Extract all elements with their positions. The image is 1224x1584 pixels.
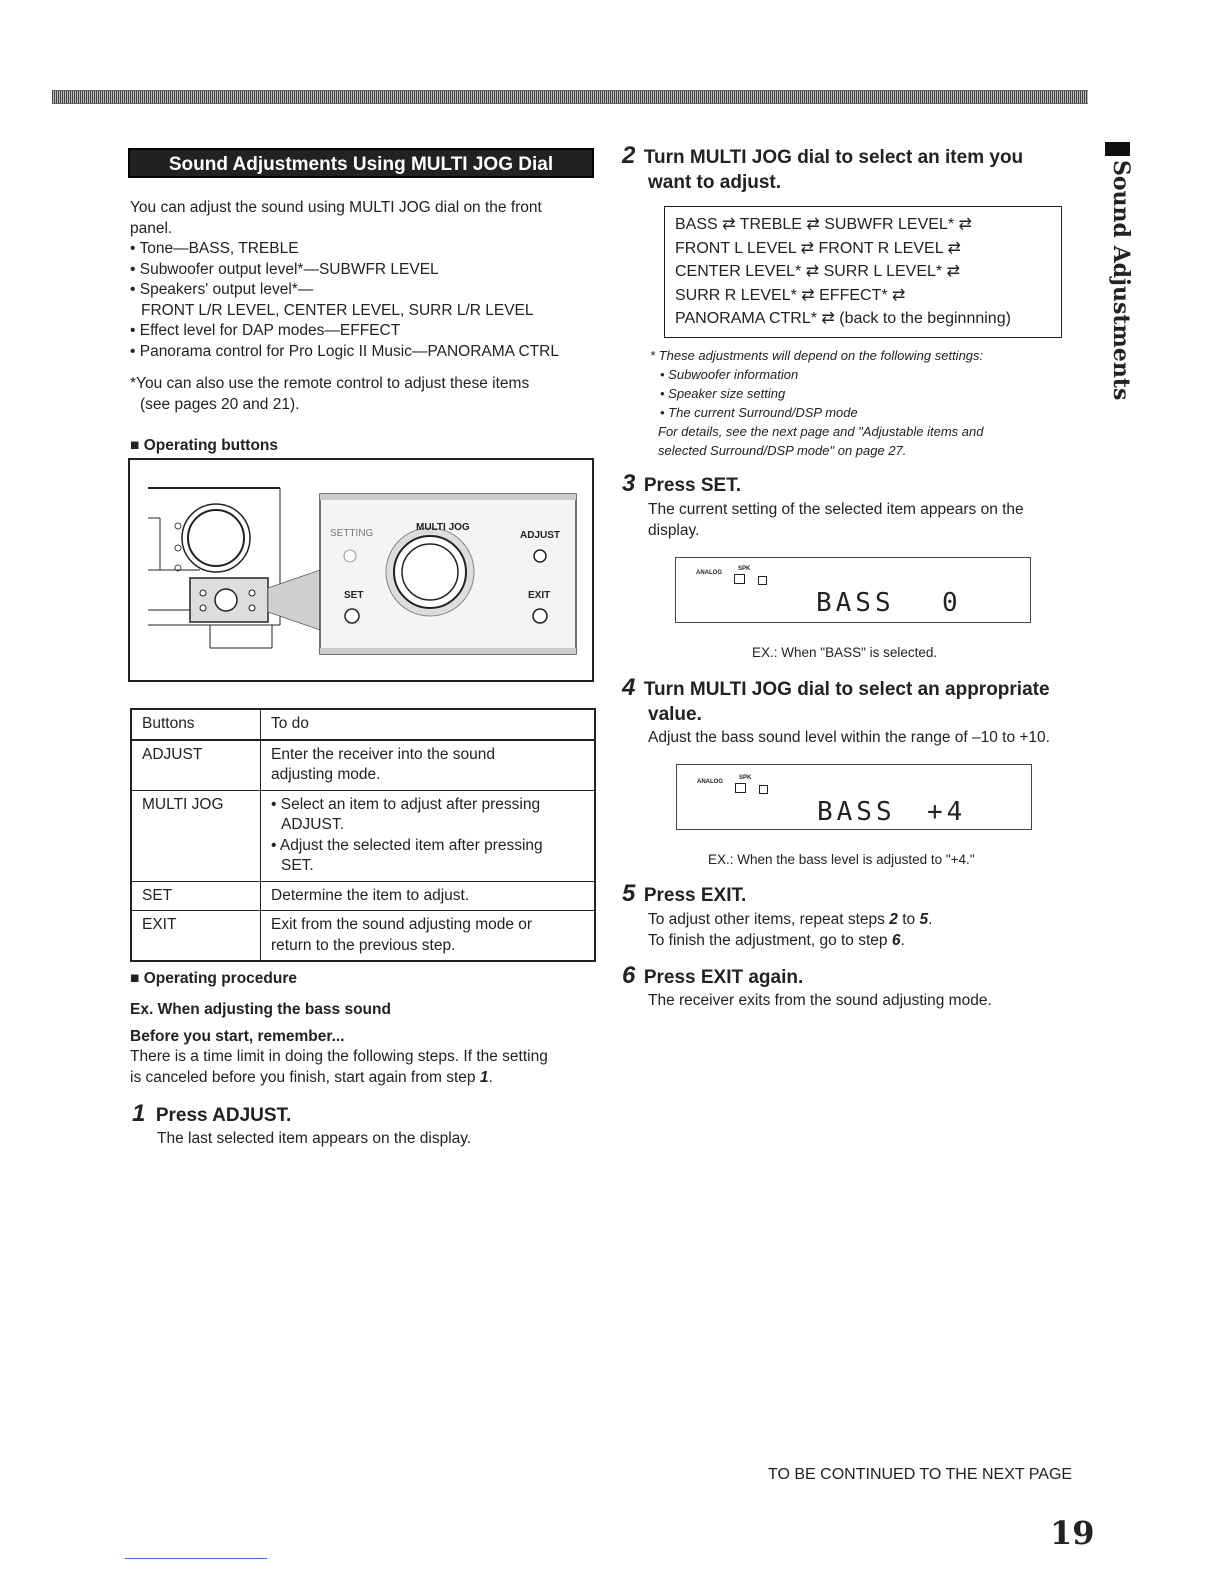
step-5-body	[648, 910, 1078, 951]
step-2	[622, 142, 1082, 170]
side-tab-marker	[1105, 142, 1130, 156]
intro-bullet: • Panorama control for Pro Logic II Music—PANORAMA CTRL	[130, 342, 559, 360]
set-label: SET	[344, 590, 364, 601]
table-cell-todo	[261, 911, 596, 962]
step-number: 4	[622, 674, 636, 701]
step-body-text: To finish the adjustment, go to step	[648, 931, 888, 949]
analog-indicator: ANALOG	[696, 570, 722, 576]
table-cell-button: MULTI JOG	[131, 790, 261, 881]
adjust-label: ADJUST	[520, 530, 561, 541]
table-row	[131, 881, 595, 911]
front-panel-diagram	[128, 458, 594, 682]
todo-line: Determine the item to adjust.	[271, 886, 470, 904]
section-title: Sound Adjustments Using MULTI JOG Dial	[128, 148, 594, 178]
remote-note-line: (see pages 20 and 21).	[140, 395, 300, 413]
display-caption: EX.: When "BASS" is selected.	[752, 645, 938, 660]
table-row	[131, 740, 595, 791]
step-title: Press ADJUST.	[155, 1105, 292, 1126]
warning-line	[130, 1068, 600, 1089]
warning-end: .	[488, 1068, 493, 1086]
top-decorative-bar	[52, 90, 1088, 104]
intro	[130, 198, 600, 362]
continued-note: TO BE CONTINUED TO THE NEXT PAGE	[768, 1466, 1073, 1483]
todo-line: ADJUST.	[281, 816, 344, 833]
note-line: • The current Surround/DSP mode	[660, 405, 858, 420]
settings-cycle-line: FRONT L LEVEL ⇄ FRONT R LEVEL ⇄	[675, 239, 961, 257]
procedure-heading	[130, 970, 297, 988]
spk-indicator: SPK	[739, 775, 752, 781]
step-number: 5	[622, 880, 636, 907]
note-line: For details, see the next page and "Adjustable items and	[658, 424, 984, 439]
setting-label: SETTING	[330, 528, 374, 539]
step-1	[132, 1100, 291, 1128]
step-4-title-cont: value.	[648, 704, 702, 725]
procedure-example: Ex. When adjusting the bass sound	[130, 1001, 391, 1018]
step-title: Turn MULTI JOG dial to select an item you	[643, 147, 1024, 168]
display-bass-plus4	[676, 764, 1032, 830]
table-row	[131, 790, 595, 881]
warning-line: There is a time limit in doing the following steps. If the setting	[130, 1048, 548, 1065]
settings-cycle-line: CENTER LEVEL* ⇄ SURR L LEVEL* ⇄	[675, 263, 960, 280]
operating-buttons-heading-text: Operating buttons	[143, 437, 279, 454]
table-cell-button: ADJUST	[131, 740, 261, 791]
step-number: 6	[622, 962, 636, 989]
display-text: BASS	[816, 588, 895, 618]
step-6	[622, 962, 803, 990]
step-4	[622, 674, 1092, 702]
step-number: 1	[132, 1100, 146, 1127]
remote-note	[130, 374, 600, 415]
note-line: * These adjustments will depend on the following settings:	[650, 348, 984, 363]
step-ref: 2	[889, 911, 898, 928]
spk-indicator: SPK	[738, 566, 751, 572]
side-tab-label: Sound Adjustments	[1108, 160, 1134, 401]
exit-label: EXIT	[528, 590, 551, 601]
settings-cycle-line: PANORAMA CTRL* ⇄ (back to the beginnning)	[675, 310, 1011, 327]
todo-line: • Select an item to adjust after pressing	[271, 795, 541, 813]
intro-bullet: • Tone—BASS, TREBLE	[130, 240, 299, 257]
operating-buttons-heading	[130, 437, 278, 455]
table-header-cell: Buttons	[131, 709, 261, 740]
procedure-heading-text: Operating procedure	[143, 970, 297, 987]
side-tab	[1106, 160, 1136, 401]
table-cell-button: SET	[131, 881, 261, 911]
display-value: +4	[927, 797, 967, 827]
settings-cycle-box	[664, 206, 1062, 338]
todo-line: SET.	[281, 857, 314, 874]
intro-bullet: • Subwoofer output level*—SUBWFR LEVEL	[130, 260, 439, 278]
intro-line: You can adjust the sound using MULTI JOG dial on the front	[130, 199, 542, 216]
step-body-text: .	[928, 911, 933, 928]
step-3	[622, 470, 741, 498]
step-ref: 5	[919, 911, 929, 928]
note-line: • Subwoofer information	[660, 367, 799, 382]
step-number: 3	[622, 470, 636, 497]
step-5	[622, 880, 746, 908]
speaker-icon	[759, 785, 768, 794]
remote-note-line: *You can also use the remote control to adjust these items	[130, 375, 530, 392]
todo-line: Exit from the sound adjusting mode or	[271, 916, 533, 933]
intro-line: panel.	[130, 219, 173, 237]
page-number: 19	[1050, 1514, 1095, 1552]
settings-cycle-line: BASS ⇄ TREBLE ⇄ SUBWFR LEVEL* ⇄	[675, 216, 972, 233]
step-body-line	[648, 931, 1078, 952]
warning-text: is canceled before you finish, start again from step	[130, 1068, 476, 1086]
step-ref: 1	[479, 1068, 489, 1086]
step-3-body	[648, 500, 1078, 541]
note-line: selected Surround/DSP mode" on page 27.	[658, 443, 907, 458]
todo-line: • Adjust the selected item after pressing	[271, 836, 543, 854]
table-header-row	[131, 709, 595, 740]
step-title: Press EXIT.	[643, 885, 747, 906]
intro-bullet: • Effect level for DAP modes—EFFECT	[130, 322, 401, 339]
table-cell-todo	[261, 881, 596, 911]
table-cell-button: EXIT	[131, 911, 261, 962]
table-cell-todo	[261, 790, 596, 881]
buttons-table	[130, 708, 596, 962]
multi-jog-label: MULTI JOG	[416, 522, 470, 533]
note-line: • Speaker size setting	[660, 386, 786, 401]
footer-rule	[125, 1558, 267, 1559]
step-body-text: .	[900, 931, 905, 949]
todo-line: adjusting mode.	[271, 766, 381, 783]
step-body-text: to	[902, 911, 916, 928]
step-2-title-cont: want to adjust.	[648, 172, 781, 193]
step-title: Press EXIT again.	[643, 967, 804, 988]
step-body-line: display.	[648, 521, 700, 539]
speaker-icon	[758, 576, 767, 585]
front-panel-illustration	[130, 460, 592, 680]
depend-note	[650, 346, 1070, 460]
step-body-line	[648, 910, 1078, 931]
table-header-cell: To do	[261, 709, 596, 740]
display-caption: EX.: When the bass level is adjusted to "+4."	[708, 852, 975, 867]
step-body-text: To adjust other items, repeat steps	[648, 911, 885, 928]
settings-cycle-line: SURR R LEVEL* ⇄ EFFECT* ⇄	[675, 286, 906, 304]
display-value: 0	[942, 588, 962, 618]
table-row	[131, 911, 595, 962]
procedure-warning	[130, 1047, 600, 1088]
step-ref: 6	[891, 931, 901, 949]
square-bullet-icon: ■	[130, 970, 140, 987]
step-body-line: The current setting of the selected item appears on the	[648, 501, 1024, 518]
step-title: Press SET.	[643, 475, 741, 496]
speaker-icon	[735, 783, 746, 793]
step-1-body: The last selected item appears on the display.	[157, 1130, 472, 1147]
todo-line: return to the previous step.	[271, 936, 456, 954]
step-4-body: Adjust the bass sound level within the range of –10 to +10.	[648, 729, 1050, 746]
display-text: BASS	[817, 797, 896, 827]
square-bullet-icon: ■	[130, 437, 140, 454]
procedure-before: Before you start, remember...	[130, 1028, 345, 1045]
analog-indicator: ANALOG	[697, 779, 723, 785]
speaker-icon	[734, 574, 745, 584]
display-bass-0	[675, 557, 1031, 623]
step-title: Turn MULTI JOG dial to select an appropriate	[643, 679, 1050, 700]
step-6-body: The receiver exits from the sound adjusting mode.	[648, 992, 992, 1009]
step-number: 2	[622, 142, 636, 169]
intro-bullet: FRONT L/R LEVEL, CENTER LEVEL, SURR L/R LEVEL	[141, 301, 534, 319]
intro-bullet: • Speakers' output level*—	[130, 281, 314, 298]
table-cell-todo	[261, 740, 596, 791]
todo-line: Enter the receiver into the sound	[271, 745, 496, 763]
